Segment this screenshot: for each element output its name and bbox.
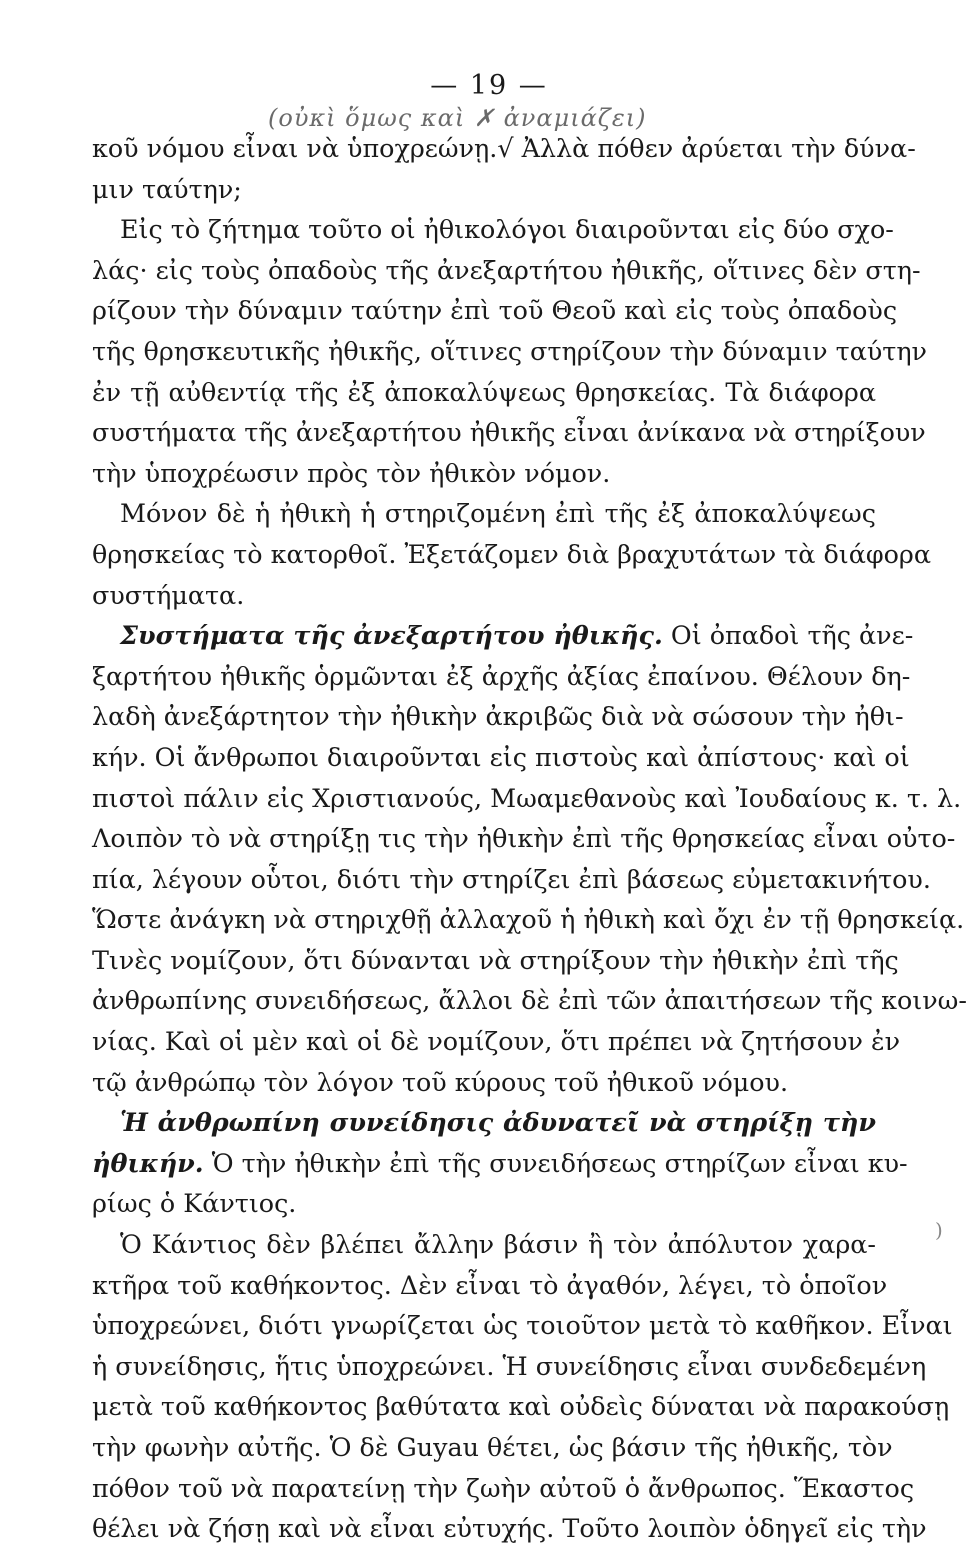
text-line: ξαρτήτου ἠθικῆς ὁρμῶνται ἐξ ἀρχῆς ἀξίας ἐπαίνου. Θέλουν δη- (92, 660, 911, 691)
text-line: ἀνθρωπίνης συνειδήσεως, ἄλλοι δὲ ἐπὶ τῶν ἀπαιτήσεων τῆς κοινω- (92, 985, 967, 1016)
section-heading: Ἡ ἀνθρωπίνη συνείδησις ἀδυνατεῖ νὰ στηρίξῃ τὴν (120, 1107, 876, 1138)
text-line: μιν ταύτην; (92, 173, 242, 204)
text-line: θρησκείας τὸ κατορθοῖ. Ἐξετάζομεν διὰ βραχυτάτων τὰ διάφορα (92, 538, 931, 569)
text-line: ρίως ὁ Κάντιος. (92, 1188, 297, 1219)
text-line: Ὁ Κάντιος δὲν βλέπει ἄλλην βάσιν ἢ τὸν ἀπόλυτον χαρα- (120, 1229, 876, 1260)
page-body-text (92, 128, 967, 1549)
text-line: ἐν τῇ αὐθεντίᾳ τῆς ἐξ ἀποκαλύψεως θρησκείας. Τὰ διάφορα (92, 376, 876, 407)
text-line: πία, λέγουν οὗτοι, διότι τὴν στηρίζει ἐπὶ βάσεως εὐμετακινήτου. (92, 863, 931, 894)
text-line: Εἰς τὸ ζήτημα τοῦτο οἱ ἠθικολόγοι διαιροῦνται εἰς δύο σχο- (120, 214, 894, 245)
text-line: λαδὴ ἀνεξάρτητον τὴν ἠθικὴν ἀκριβῶς διὰ νὰ σώσουν τὴν ἠθι- (92, 701, 904, 732)
text-line: κοῦ νόμου εἶναι νὰ ὑποχρεώνῃ.√ Ἀλλὰ πόθεν ἀρύεται τὴν δύνα- (92, 133, 916, 163)
stray-mark: ) (935, 1218, 943, 1242)
section-heading-end: ἠθικήν. (92, 1147, 204, 1178)
text-line: Ὥστε ἀνάγκη νὰ στηριχθῇ ἀλλαχοῦ ἡ ἠθικὴ καὶ ὄχι ἐν τῇ θρησκείᾳ. (92, 904, 965, 935)
text-line: ρίζουν τὴν δύναμιν ταύτην ἐπὶ τοῦ Θεοῦ καὶ εἰς τοὺς ὀπαδοὺς (92, 295, 898, 326)
section-heading-line: Συστήματα τῆς ἀνεξαρτήτου ἠθικῆς. Οἱ ὀπαδοὶ τῆς ἀνε- (120, 620, 914, 651)
text-line: τῷ ἀνθρώπῳ τὸν λόγον τοῦ κύρους τοῦ ἠθικοῦ νόμου. (92, 1066, 789, 1097)
page-number: — 19 — (430, 70, 548, 101)
text-line: συστήματα. (92, 579, 245, 610)
text-line: Τινὲς νομίζουν, ὅτι δύνανται νὰ στηρίξουν τὴν ἠθικὴν ἐπὶ τῆς (92, 944, 899, 975)
text-line: τὴν φωνὴν αὐτῆς. Ὁ δὲ Guyau θέτει, ὡς βάσιν τῆς ἠθικῆς, τὸν (92, 1432, 893, 1462)
text-line: νίας. Καὶ οἱ μὲν καὶ οἱ δὲ νομίζουν, ὅτι πρέπει νὰ ζητήσουν ἐν (92, 1026, 901, 1057)
section-heading: Συστήματα τῆς ἀνεξαρτήτου ἠθικῆς. (120, 620, 663, 651)
text-line: λάς· εἰς τοὺς ὀπαδοὺς τῆς ἀνεξαρτήτου ἠθικῆς, οἵτινες δὲν στη- (92, 254, 921, 285)
section-heading-line: ἠθικήν. Ὁ τὴν ἠθικὴν ἐπὶ τῆς συνειδήσεως στηρίζων εἶναι κυ- (92, 1147, 908, 1178)
text-line: κήν. Οἱ ἄνθρωποι διαιροῦνται εἰς πιστοὺς καὶ ἀπίστους· καὶ οἱ (92, 741, 910, 772)
text-line: πόθον τοῦ νὰ παρατείνῃ τὴν ζωὴν αὐτοῦ ὁ ἄνθρωπος. Ἕκαστος (92, 1472, 915, 1503)
text-line: τῆς θρησκευτικῆς ἠθικῆς, οἵτινες στηρίζουν τὴν δύναμιν ταύτην (92, 335, 927, 366)
text-line: συστήματα τῆς ἀνεξαρτήτου ἠθικῆς εἶναι ἀνίκανα νὰ στηρίξουν (92, 417, 926, 448)
text-line: Λοιπὸν τὸ νὰ στηρίξῃ τις τὴν ἠθικὴν ἐπὶ τῆς θρησκείας εἶναι οὐτο- (92, 823, 956, 854)
handwritten-marginal-note: (οὐκὶ ὅμως καὶ ✗ ἀναμιάζει) (268, 104, 647, 132)
text-line: μετὰ τοῦ καθήκοντος βαθύτατα καὶ οὐδεὶς δύναται νὰ παρακούσῃ (92, 1391, 950, 1422)
text-line: ἡ συνείδησις, ἥτις ὑποχρεώνει. Ἡ συνείδησις εἶναι συνδεδεμένη (92, 1350, 927, 1381)
text-line: Μόνον δὲ ἡ ἠθικὴ ἡ στηριζομένη ἐπὶ τῆς ἐξ ἀποκαλύψεως (120, 498, 876, 529)
text-line: πιστοὶ πάλιν εἰς Χριστιανούς, Μωαμεθανοὺς καὶ Ἰουδαίους κ. τ. λ. (92, 782, 962, 813)
text-line: κτῆρα τοῦ καθήκοντος. Δὲν εἶναι τὸ ἀγαθόν, λέγει, τὸ ὁποῖον (92, 1269, 888, 1300)
text-line: τὴν ὑποχρέωσιν πρὸς τὸν ἠθικὸν νόμον. (92, 457, 611, 488)
text-line: θέλει νὰ ζήσῃ καὶ νὰ εἶναι εὐτυχής. Τοῦτο λοιπὸν ὁδηγεῖ εἰς τὴν (92, 1513, 927, 1544)
text-line: ὑποχρεώνει, διότι γνωρίζεται ὡς τοιοῦτον μετὰ τὸ καθῆκον. Εἶναι (92, 1310, 953, 1341)
